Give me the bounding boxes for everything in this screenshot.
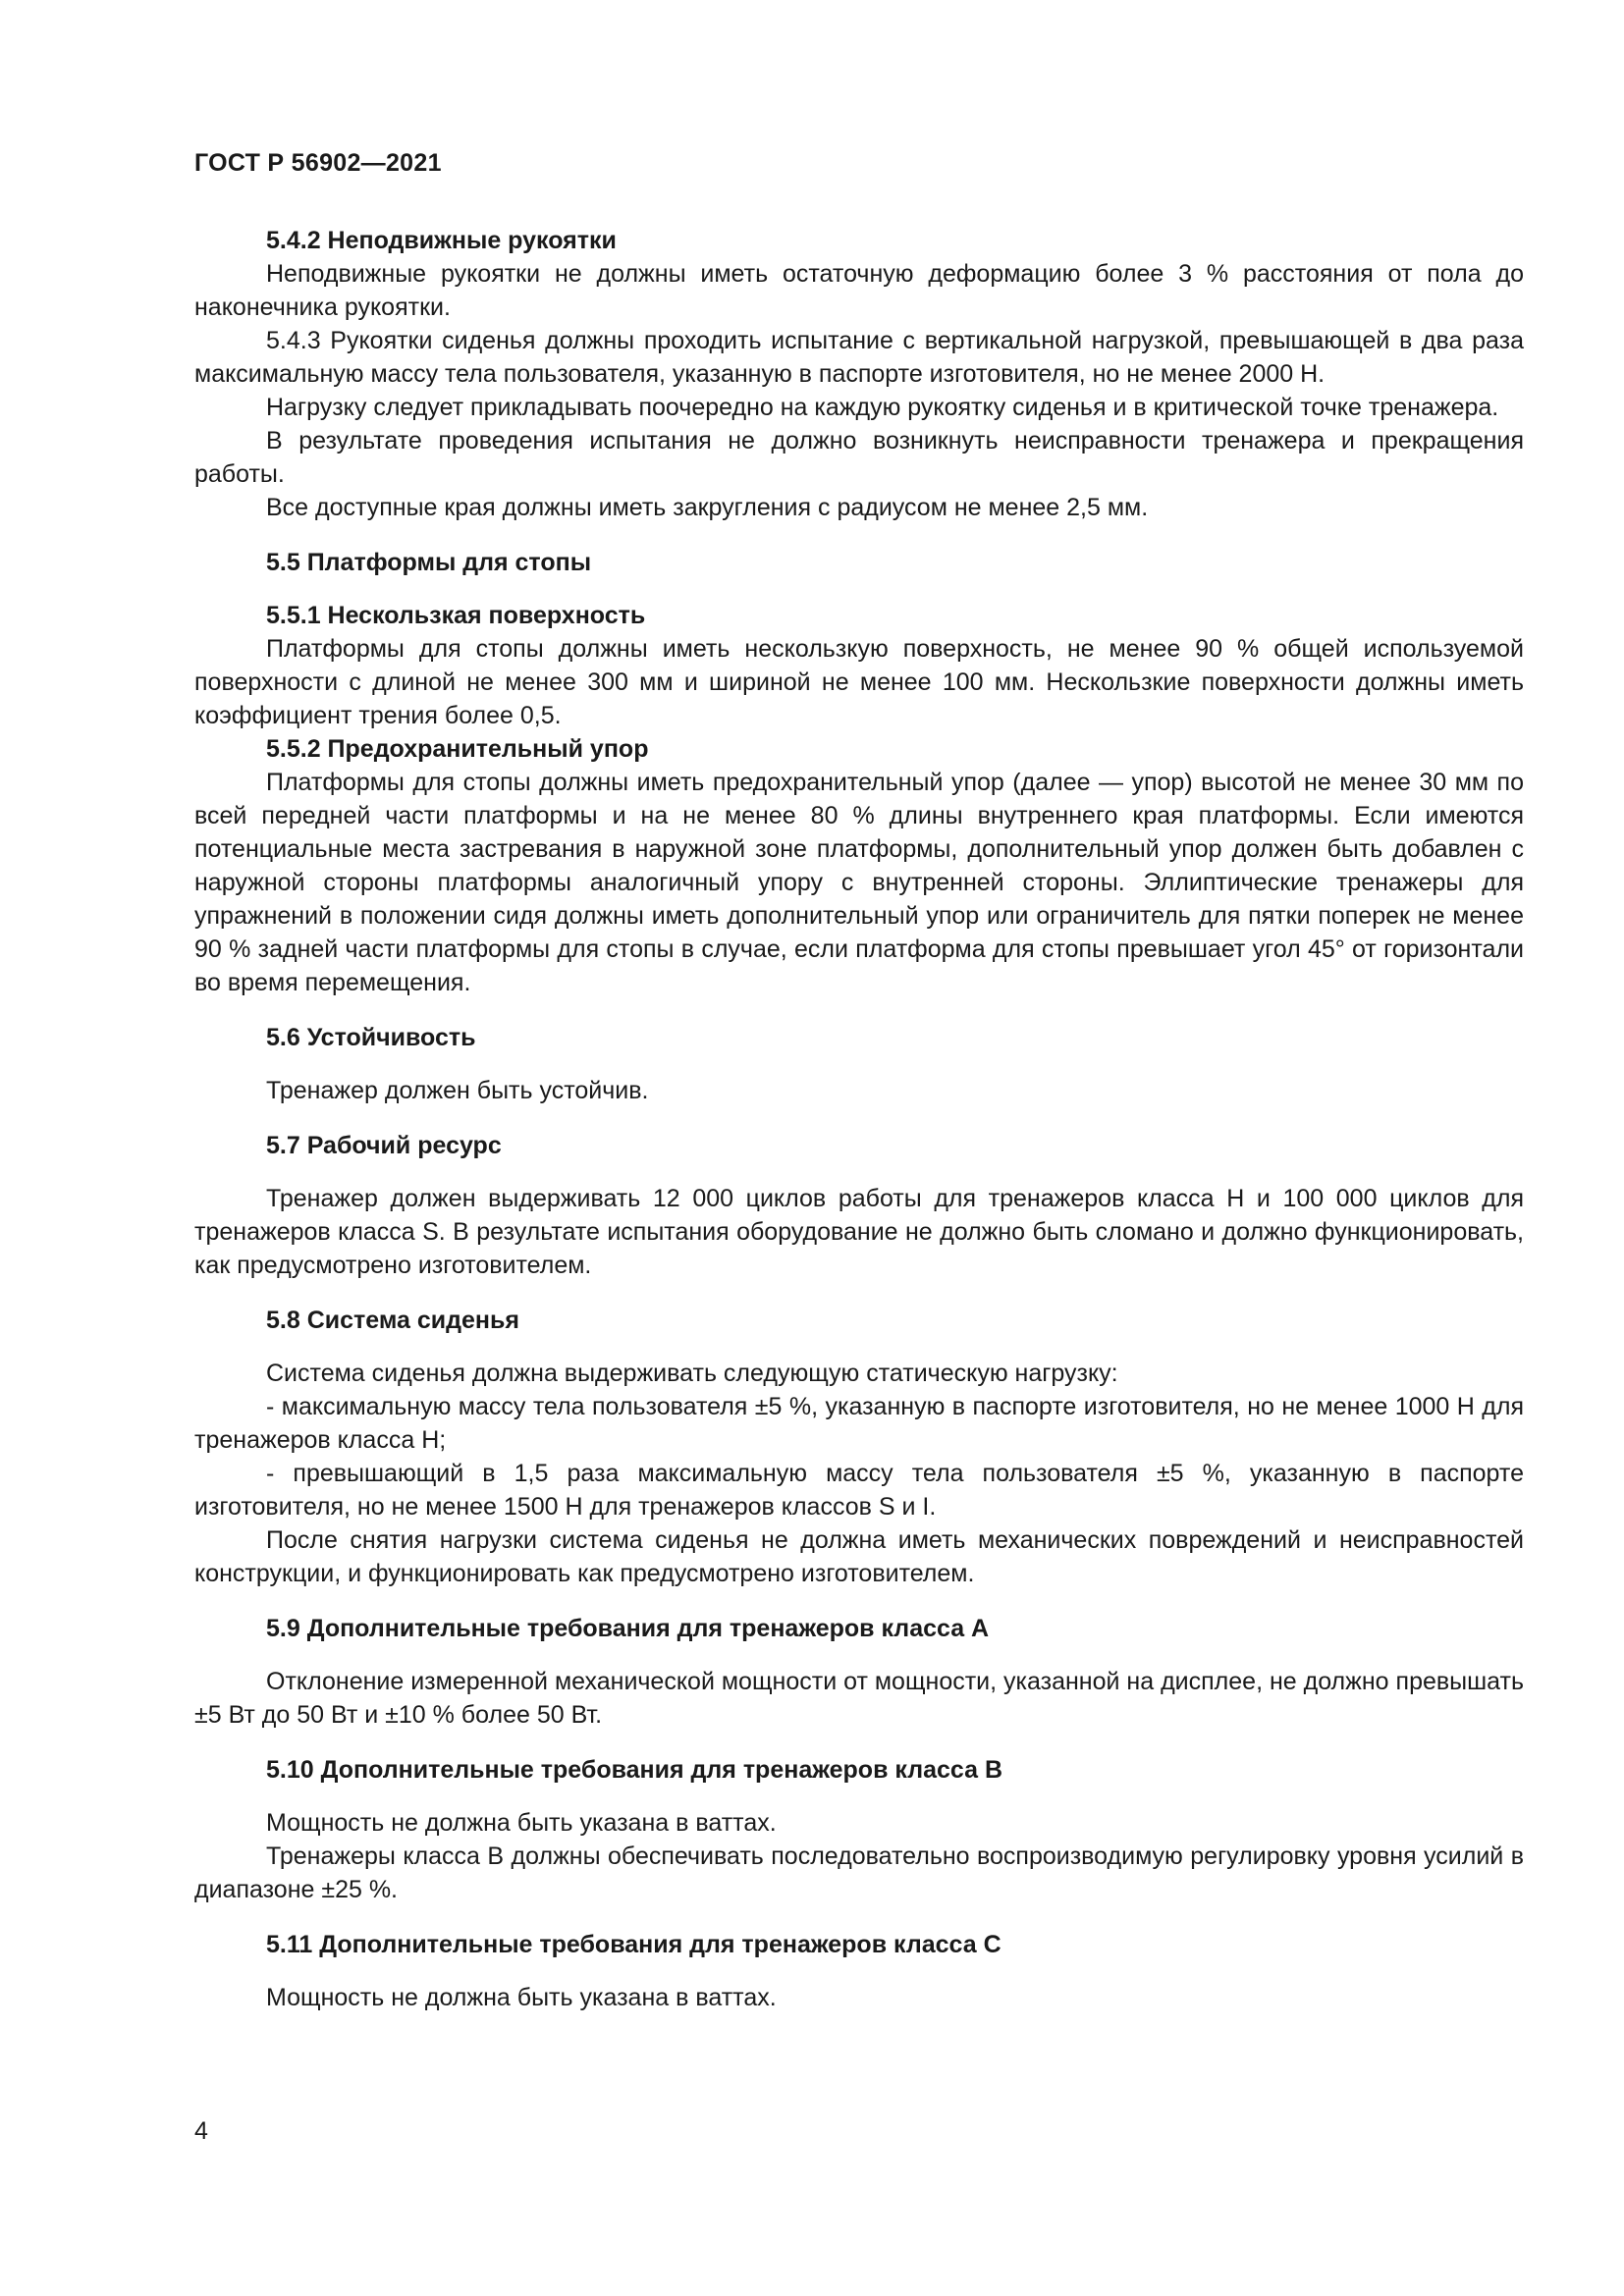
- section-5-4-3-paragraph: 5.4.3 Рукоятки сиденья должны проходить испытание с вертикальной нагрузкой, превышающей в два раза максимальную массу тела пользователя, указанную в паспорте изготовителя, но не менее 2000 Н.: [194, 327, 1524, 388]
- section-5-10-paragraph: Тренажеры класса В должны обеспечивать последовательно воспроизводимую регулировку уровня усилий в диапазоне ±25 %.: [194, 1842, 1524, 1903]
- page-number: 4: [194, 2117, 208, 2145]
- section-5-9-heading: 5.9 Дополнительные требования для тренажеров класса А: [266, 1615, 990, 1642]
- section-5-10-heading: 5.10 Дополнительные требования для тренажеров класса В: [266, 1756, 1003, 1784]
- section-5-5-2-heading: 5.5.2 Предохранительный упор: [266, 735, 649, 763]
- section-5-4-3-paragraph: В результате проведения испытания не должно возникнуть неисправности тренажера и прекращения работы.: [194, 427, 1524, 488]
- section-5-4-3-paragraph: Нагрузку следует прикладывать поочередно на каждую рукоятку сиденья и в критической точке тренажера.: [266, 394, 1499, 421]
- document-code-header: ГОСТ Р 56902—2021: [194, 149, 442, 177]
- section-5-6-paragraph: Тренажер должен быть устойчив.: [266, 1077, 649, 1104]
- section-5-11-paragraph: Мощность не должна быть указана в ваттах.: [266, 1984, 777, 2011]
- section-5-5-1-heading: 5.5.1 Нескользкая поверхность: [266, 602, 646, 629]
- section-5-8-heading: 5.8 Система сиденья: [266, 1307, 519, 1334]
- section-5-7-heading: 5.7 Рабочий ресурс: [266, 1132, 502, 1159]
- section-5-11-heading: 5.11 Дополнительные требования для тренажеров класса С: [266, 1931, 1001, 1958]
- section-5-8-list-item: - максимальную массу тела пользователя ±5 %, указанную в паспорте изготовителя, но не менее 1000 Н для тренажеров класса Н;: [194, 1393, 1524, 1454]
- section-5-6-heading: 5.6 Устойчивость: [266, 1024, 476, 1051]
- section-5-4-2-heading: 5.4.2 Неподвижные рукоятки: [266, 227, 617, 254]
- section-5-5-1-paragraph: Платформы для стопы должны иметь нескользкую поверхность, не менее 90 % общей используемой поверхности с длиной не менее 300 мм и шириной не менее 100 мм. Нескользкие поверхности должны иметь коэффициент трения более 0,5.: [194, 635, 1524, 729]
- section-5-5-2-paragraph: Платформы для стопы должны иметь предохранительный упор (далее — упор) высотой не менее 30 мм по всей передней части платформы и на не менее 80 % длины внутреннего края платформы. Если имеются потенциальные места застревания в наружной зоне платформы, дополнительный упор должен быть добавлен с наружной стороны платформы аналогичный упору с внутренней стороны. Эллиптические тренажеры для упражнений в положении сидя должны иметь дополнительный упор или ограничитель для пятки поперек не менее 90 % задней части платформы для стопы в случае, если платформа для стопы превышает угол 45° от горизонтали во время перемещения.: [194, 769, 1524, 996]
- section-5-4-2-paragraph: Неподвижные рукоятки не должны иметь остаточную деформацию более 3 % расстояния от пола до наконечника рукоятки.: [194, 260, 1524, 321]
- section-5-8-paragraph: После снятия нагрузки система сиденья не должна иметь механических повреждений и неисправностей конструкции, и функционировать как предусмотрено изготовителем.: [194, 1526, 1524, 1587]
- document-body: [194, 224, 1524, 2014]
- section-5-8-list-item: - превышающий в 1,5 раза максимальную массу тела пользователя ±5 %, указанную в паспорте изготовителя, но не менее 1500 Н для тренажеров классов S и I.: [194, 1460, 1524, 1521]
- section-5-5-heading: 5.5 Платформы для стопы: [266, 549, 592, 576]
- section-5-9-paragraph: Отклонение измеренной механической мощности от мощности, указанной на дисплее, не должно превышать ±5 Вт до 50 Вт и ±10 % более 50 Вт.: [194, 1668, 1525, 1729]
- section-5-4-3-paragraph: Все доступные края должны иметь закругления с радиусом не менее 2,5 мм.: [266, 494, 1149, 521]
- section-5-10-paragraph: Мощность не должна быть указана в ваттах.: [266, 1809, 777, 1837]
- section-5-7-paragraph: Тренажер должен выдерживать 12 000 циклов работы для тренажеров класса Н и 100 000 циклов для тренажеров класса S. В результате испытания оборудование не должно быть сломано и должно функционировать, как предусмотрено изготовителем.: [194, 1185, 1524, 1279]
- section-5-8-paragraph: Система сиденья должна выдерживать следующую статическую нагрузку:: [266, 1360, 1118, 1387]
